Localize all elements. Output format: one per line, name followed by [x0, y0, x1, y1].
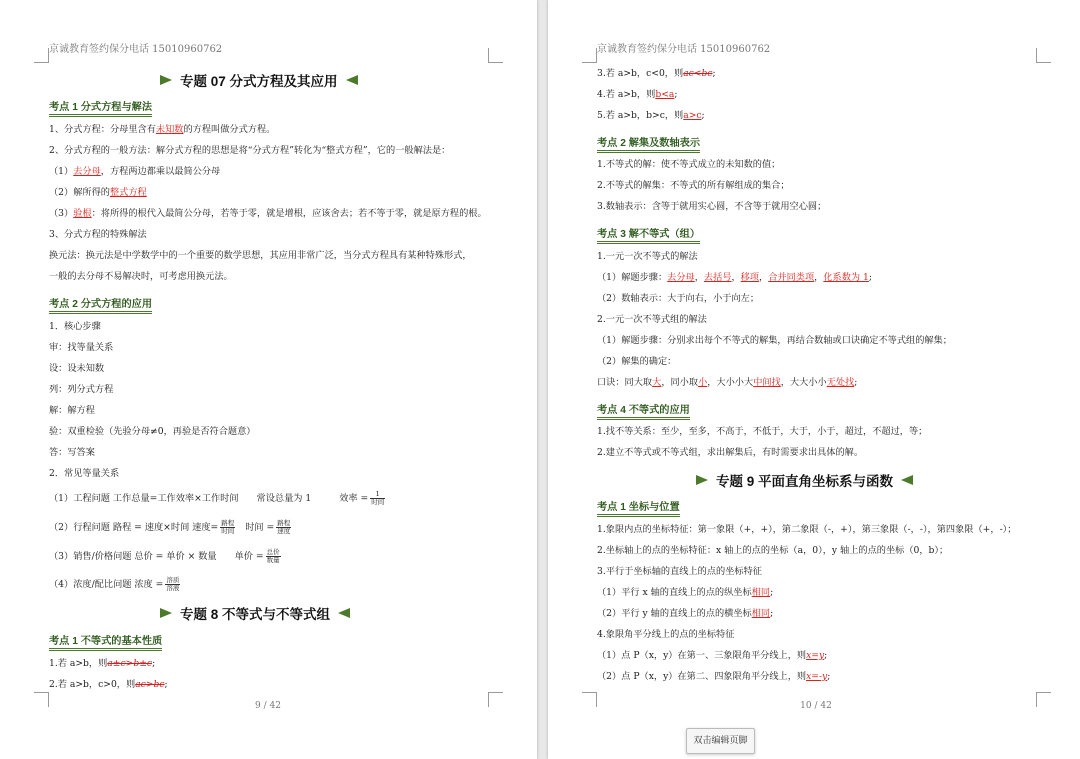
page-number[interactable]: 9 / 42: [255, 701, 281, 711]
text-line: 5.若 a>b，b>c，则a>c;: [597, 110, 705, 121]
text-line: 2.坐标轴上的点的坐标特征：x 轴上的点的坐标（a，0），y 轴上的点的坐标（0，b）；: [597, 545, 949, 556]
text-line: 换元法：换元法是中学数学中的一个重要的数学思想，其应用非常广泛，当分式方程具有某种特殊形式，: [49, 250, 472, 261]
text-line: 口诀：同大取大，同小取小，大小小大中间找，大大小小无处找;: [597, 377, 858, 388]
formula-line: （2）行程问题 路程 = 速度×时间 速度= $\frac{\text{路程}}{\text{时间}}$ 时间 = $\frac{\text{路程}}{\text{速度}}$: [49, 519, 291, 535]
text-line: 审：找等量关系: [49, 342, 114, 353]
page-10[interactable]: [548, 0, 1080, 759]
text-line: 2.若 a>b，c>0，则ac>bc;: [49, 679, 168, 690]
formula-line: （1）工程问题 工作总量=工作效率×工作时间 常设总量为 1 效率 = $\frac{1}{\text{时间}}$: [49, 490, 385, 506]
section-heading: 考点 4 不等式的应用: [597, 401, 690, 420]
text-line: 设：设未知数: [49, 363, 105, 374]
topic-title: 专题 9 平面直角坐标系与函数: [696, 470, 913, 490]
text-line: （2）点 P（x，y）在第二、四象限角平分线上，则x=-y;: [597, 671, 831, 682]
arrow-left-icon: [901, 475, 913, 485]
page-header[interactable]: 京诚教育签约保分电话 15010960762: [49, 44, 223, 55]
crop-mark: [582, 692, 597, 707]
fraction: $\frac{\text{路程}}{\text{时间}}$: [221, 519, 235, 535]
formula-line: （3）销售/价格问题 总价 = 单价 × 数量 单价 = $\frac{\text{总价}}{\text{数量}}$: [49, 548, 280, 564]
crop-mark: [34, 48, 49, 63]
text-line: 3.平行于坐标轴的直线上的点的坐标特征: [597, 566, 762, 577]
topic-title: 专题 07 分式方程及其应用: [160, 70, 358, 90]
arrow-right-icon: [160, 608, 172, 618]
edit-footer-tooltip[interactable]: 双击编辑页脚: [686, 728, 755, 754]
section-heading: 考点 2 解集及数轴表示: [597, 134, 700, 153]
text-line: 4.若 a>b，则b<a;: [597, 89, 678, 100]
text-line: （1）去分母，方程两边都乘以最简公分母: [49, 166, 221, 177]
text-line: 解：解方程: [49, 405, 95, 416]
text-line: （1）平行 x 轴的直线上的点的纵坐标相同;: [597, 587, 774, 598]
text-line: 2.不等式的解集：不等式的所有解组成的集合；: [597, 180, 790, 191]
text-line: （2）数轴表示：大于向右，小于向左；: [597, 293, 760, 304]
fraction: $\frac{\text{溶质}}{\text{溶液}}$: [166, 576, 180, 592]
text-line: 2.一元一次不等式组的解法: [597, 314, 707, 325]
text-line: 1.不等式的解：使不等式成立的未知数的值；: [597, 159, 781, 170]
formula-line: （4）浓度/配比问题 浓度 = $\frac{\text{溶质}}{\text{溶液}}$: [49, 576, 180, 592]
text-line: 3.数轴表示：含等于就用实心圆，不含等于就用空心圆；: [597, 201, 827, 212]
arrow-left-icon: [338, 608, 350, 618]
fraction: $\frac{1}{\text{时间}}$: [371, 490, 385, 506]
section-heading: 考点 3 解不等式（组）: [597, 225, 700, 244]
text-line: 2、分式方程的一般方法：解分式方程的思想是将“分式方程”转化为“整式方程”，它的一般解法是：: [49, 145, 451, 156]
crop-mark: [488, 692, 503, 707]
text-line: 1.一元一次不等式的解法: [597, 251, 698, 262]
text-line: 1、分式方程：分母里含有未知数的方程叫做分式方程。: [49, 124, 276, 135]
arrow-right-icon: [160, 75, 172, 85]
section-heading: 考点 1 不等式的基本性质: [49, 632, 162, 651]
page-9[interactable]: [0, 0, 537, 759]
section-heading: 考点 1 坐标与位置: [597, 498, 680, 517]
topic-title: 专题 8 不等式与不等式组: [160, 603, 350, 623]
page-header[interactable]: 京诚教育签约保分电话 15010960762: [597, 44, 771, 55]
text-line: 2.建立不等式或不等式组，求出解集后，有时需要求出具体的解。: [597, 447, 864, 458]
crop-mark: [1036, 692, 1051, 707]
section-heading: 考点 2 分式方程的应用: [49, 295, 152, 314]
crop-mark: [34, 692, 49, 707]
text-line: 1.找不等关系：至少，至多，不高于，不低于，大于，小于，超过，不超过，等；: [597, 426, 928, 437]
arrow-right-icon: [696, 475, 708, 485]
section-heading: 考点 1 分式方程与解法: [49, 98, 152, 117]
fraction: $\frac{\text{路程}}{\text{速度}}$: [277, 519, 291, 535]
crop-mark: [582, 48, 597, 63]
text-line: 验：双重检验（先验分母≠0，再验是否符合题意）: [49, 426, 256, 437]
fraction: $\frac{\text{总价}}{\text{数量}}$: [266, 548, 280, 564]
text-line: （3）验根：将所得的根代入最简公分母，若等于零，就是增根，应该舍去；若不等于零，就是原方程的根。: [49, 208, 487, 219]
text-line: （2）平行 y 轴的直线上的点的横坐标相同;: [597, 608, 774, 619]
text-line: 列：列分式方程: [49, 384, 114, 395]
text-line: 一般的去分母不易解决时，可考虑用换元法。: [49, 271, 233, 282]
text-line: 3.若 a>b，c<0，则ac<bc;: [597, 68, 716, 79]
arrow-left-icon: [346, 75, 358, 85]
text-line: 1.象限内点的坐标特征：第一象限（+，+），第二象限（-，+），第三象限（-，-），第四象限（+，-）；: [597, 524, 1017, 535]
text-line: （1）点 P（x，y）在第一、三象限角平分线上，则x=y;: [597, 650, 828, 661]
text-line: （1）解题步骤：去分母，去括号，移项，合并同类项，化系数为 1;: [597, 272, 872, 283]
crop-mark: [488, 48, 503, 63]
text-line: （2）解所得的整式方程: [49, 187, 147, 198]
text-line: 3、分式方程的特殊解法: [49, 229, 147, 240]
page-number[interactable]: 10 / 42: [800, 701, 832, 711]
text-line: 1.若 a>b，则a±c>b±c;: [49, 658, 156, 669]
text-line: 答：写答案: [49, 447, 95, 458]
crop-mark: [1036, 48, 1051, 63]
text-line: 4.象限角平分线上的点的坐标特征: [597, 629, 735, 640]
text-line: （2）解集的确定：: [597, 356, 677, 367]
text-line: 1．核心步骤: [49, 321, 101, 332]
text-line: （1）解题步骤：分别求出每个不等式的解集，再结合数轴或口诀确定不等式组的解集；: [597, 335, 952, 346]
text-line: 2．常见等量关系: [49, 468, 120, 479]
